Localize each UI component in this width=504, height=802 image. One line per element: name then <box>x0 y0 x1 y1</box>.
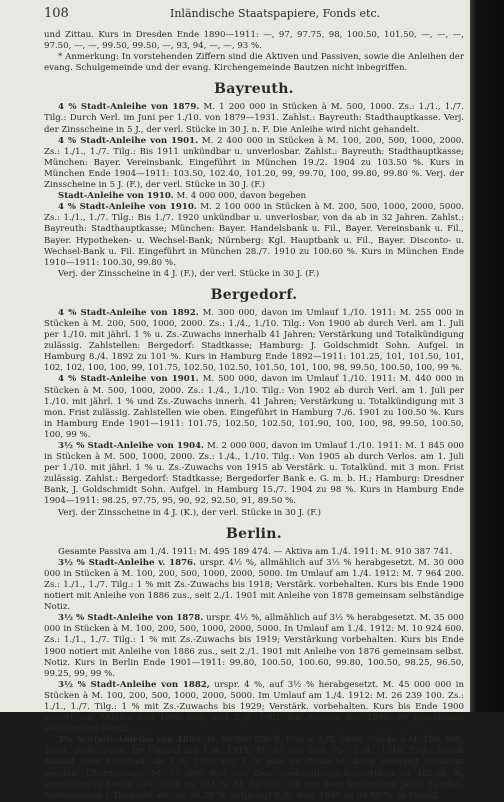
entry-paragraph <box>44 374 464 441</box>
entry-paragraph <box>44 735 464 802</box>
page-content <box>44 30 464 802</box>
entry-text: urspr. 4½ %, allmählich auf 3½ % herabgesetzt. M. 30 000 000 in Stücken à M. 100, 200, 500, 1000, 2000, 5000. Im Umlauf am 1./4. 1912: M. 7 964 200. Zs.: 1./1., 1./7. Tilg.: 1 % mit Zs.-Zuwachs bis 1918; Verstärk. vorbehalten. Kurs bis Ende 1900 notiert mit Anleihe von 1886 zus., seit 2./1. 1901 mit Anleihe von 1878 gemeinsam selbständige Notiz. <box>44 557 464 613</box>
entry-paragraph <box>44 202 464 269</box>
section-title-bergedorf: Bergedorf. <box>210 286 298 303</box>
section-title-bayreuth: Bayreuth. <box>214 81 294 98</box>
entry-lead: 4 % Stadt-Anleihe von 1892. <box>58 307 199 318</box>
entry-text: M. 4 000 000, davon begeben <box>176 191 307 202</box>
entry-lead: 3½ % Stadt-Anleihe von 1878. <box>58 613 204 624</box>
intro-note: * Anmerkung: In vorstehenden Ziffern sind die Aktiven und Passiven, sowie die Anleihen der evang. Schulgemeinde und der evang. Kirchengemeinde Bautzen nicht inbegriffen. <box>44 52 464 74</box>
entry-text: M. 1 200 000 in Stücken à M. 500, 1000. Zs.: 1./1., 1./7. Tilg.: Durch Verl. im Juni per 1./10. von 1879—1931. Zahlst.: Bayreuth: Stadthauptkasse. Verj. der Zinsscheine in 5 J., der verl. Stücke in 30 J. n. F. Die Anleihe wird nicht gehandelt. <box>44 102 465 135</box>
entry-lead: 3½ % Stadt-Anleihe von 1882, <box>58 679 210 690</box>
entry-text: Gesamte Passiva am 1./4. 1911: M. 495 189 474. — Aktiva am 1./4. 1911: M. 910 387 741. <box>58 546 453 557</box>
entry-paragraph <box>44 102 464 135</box>
page-header <box>44 6 464 22</box>
entry-paragraph <box>44 680 464 735</box>
intro-line: und Zittau. Kurs in Dresden Ende 1890—1911: —, 97, 97.75, 98, 100.50, 101.50, —, —, —, 97.50, —, —, 99.50, 99.50, —, 93, 94, —, —, 93 %. <box>44 30 464 52</box>
entry-paragraph <box>44 547 464 558</box>
entry-paragraph <box>44 191 464 202</box>
book-gutter <box>470 0 504 712</box>
entry-lead: 3½ % Stadt-Anleihe v. 1876. <box>58 557 197 568</box>
entry-text: urspr. 4½ %, allmählich auf 3½ % herabgesetzt. M. 35 000 000 in Stücken à M. 100, 200, 500, 1000, 2000, 5000. In Umlauf am 1./4. 1912: M. 10 924 600. Zs.: 1./1., 1./7. Tilg.: 1 % mit Zs.-Zuwachs bis 1919; Verstärkung vorbehalten. Kurs bis Ende 1900 notiert mit Anleihe von 1886 zus., seit 2./1. 1901 mit Anleihe von 1876 gemeinsam selbst. Notiz. Kurs in Berlin Ende 1901—1911: 99.80, 100.50, 100.60, 99.80, 100.50, 98.25, 96.50, 99.25, 99, 99 %. <box>44 613 464 679</box>
entry-text: M. 500 000, davon im Umlauf 1./10. 1911: M. 440 000 in Stücken à M. 500, 1000, 2000. Zs.: 1./4., 1./10. Tilg.: Von 1902 ab durch Verl. am 1. Juli per 1./10. mit jährl. 1 % und Zs.-Zuwachs innerh. 41 Jahren; Verstärkung u. Totalkündigung mit 3 mon. Frist zulässig. Zahlstellen wie oben. Eingeführt in Hamburg 7./6. 1901 zu 100.50 %. Kurs in Hamburg Ende 1901—1911: 101.75, 102.50, 102.50, 101.90, 100, 100, 98, 99.50, 100.50, 100, 99 %. <box>44 374 464 440</box>
entry-lead: 4 % Stadt-Anleihe von 1901. <box>58 374 199 385</box>
entry-lead: 3½ % Stadt-Anleihe von 1904. <box>58 441 204 451</box>
page-number: 108 <box>44 6 69 21</box>
entry-paragraph <box>44 558 464 613</box>
entry-text: urspr. 4 %, auf 3½ % herabgesetzt. M. 45 000 000 in Stücken à M. 100, 200, 500, 1000, 2000, 5000. Im Umlauf am 1./4. 1912: M. 26 239 100. Zs.: 1./1., 1./7. Tilg.: 1 % mit Zs.-Zuwachs bis 1929; Verstärk. vorbehalten. Kurs bis Ende 1900 notiert mit Anleihe von 1886 zus., seit 2./1. 1901 mit Anleihe von 1886—98 gemeinsam selbständige Notiz. <box>44 679 464 735</box>
entry-lead: 4 % Stadt-Anleihe von 1901. <box>58 135 199 146</box>
entry-lead: Stadt-Anleihe von 1910. <box>58 191 174 202</box>
entry-paragraph <box>44 269 464 280</box>
section-title-berlin: Berlin. <box>226 525 282 542</box>
entry-paragraph <box>44 308 464 375</box>
entry-text: M. 2 400 000 in Stücken à M. 100, 200, 500, 1000, 2000. Zs.: 1./1., 1./7. Tilg.: Bis 1911 unkündbar u. unverlosbar. Zahlst.: Bayreuth: Stadthauptkasse; München: Bayer. Vereinsbank. Eingeführt in München 19./2. 1904 zu 103.50 %. Kurs in München Ende 1904—1911: 103.50, 102.40, 101.20, 99, 99.70, 100, 99.80, 99.80 %. Verj. der Zinsscheine in 5 J. (F.), der verl. Stücke in 30 J. (F.) <box>44 135 464 191</box>
entry-text: M. 2 100 000 in Stücken à M. 200, 500, 1000, 2000, 5000. Zs.: 1./1., 1./7. Tilg.: Bis 1./7. 1920 unkündbar u. unverlosbar, von da ab in 32 Jahren. Zahlst.: Bayreuth: Stadthauptkasse; München: Bayer. Handelsbank u. Fil., Bayer. Vereinsbank u. Fil., Bayer. Hypotheken- u. Wechsel-Bank; Nürnberg: Kgl. Hauptbank u. Fil., Bayer. Disconto- u. Wechsel-Bank u. Fil. Eingeführt in München 28./7. 1910 zu 100.60 %. Kurs in München Ende 1910—1911: 100.30, 99.80 %. <box>44 202 464 268</box>
entry-paragraph <box>44 613 464 680</box>
entry-paragraph <box>44 136 464 191</box>
entry-text: M. 50 000 000 lt. Priv. v. 5./5. 1886. Stücke à M. 100, 500, 1000, 2000, 5000. Im Umlauf am 1./4. 1912: M. 32 638 000. Zs.: 1./4., 1./10. Tilg.: Durch Ankauf oder Pari-Ausl. ab 1./4. 1890 mit 1 % plus Zs.-Zuwachs; kann jederzeit verstärkt werden. Übernommen M. 15 000 000 von dem Seehandlungs-Konsortium zu 102.60 %, eingeführt in Berlin 1./9. 1886 zu 103 %; M. 10 000 000 von dem Konsortium Jacob Landau, Nationalbank f. Deutschl. etc. zu 98.30 %, aufgelegt 8./9. Aug. 1887 zu 98.80 %, in Frankf. <box>44 735 465 801</box>
entry-paragraph <box>44 508 464 519</box>
entry-text: M. 2 000 000, davon im Umlauf 1./10. 1911: M. 1 845 000 in Stücken à M. 500, 1000, 2000. Zs.: 1./4., 1./10. Tilg.: Von 1905 ab durch Verlos. am 1. Juli per 1./10. mit jährl. 1 % u. Zs.-Zuwachs von 1915 ab Verstärk. u. Totalkünd. mit 3 mon. Frist zulässig. Zahlst.: Bergedorf: Stadtkasse; Bergedorfer Bank e. G. m. b. H.; Hamburg: Dresdner Bank, J. Goldschmidt Sohn. Aufgel. in Hamburg 15./7. 1904 zu 98 %. Kurs in Hamburg Ende 1904—1911: 98.25, 97.75, 95, 90, 92, 92.50, 91, 89.50 %. <box>44 441 464 507</box>
entry-text: Verj. der Zinsscheine in 4 J. (K.), der verl. Stücke in 30 J. (F.) <box>58 507 321 518</box>
entry-paragraph <box>44 441 464 508</box>
entry-text: M. 300 000, davon im Umlauf 1./10. 1911: M. 255 000 in Stücken à M. 200, 500, 1000, 2000. Zs.: 1./4., 1./10. Tilg.: Von 1900 ab durch Verl. am 1. Juli per 1./10. mit jährl. 1 % u. Zs.-Zuwachs innerhalb 41 Jahren; Verstärkung und Totalkündigung zulässig. Zahlstellen: Bergedorf: Stadtkasse; Hamburg: J. Goldschmidt Sohn. Aufgel. in Hamburg 8./4. 1892 zu 101 %. Kurs in Hamburg Ende 1892—1911: 101.25, 101, 101.50, 101, 102, 102, 100, 100, 99, 101.75, 102.50, 102.50, 101.50, 101, 100, 98, 99.50, 100.50, 100, 99 %. <box>44 307 464 374</box>
entry-text: Verj. der Zinsscheine in 4 J. (F.), der verl. Stücke in 30 J. (F.) <box>58 268 320 279</box>
entry-lead: 4 % Stadt-Anleihe von 1879. <box>58 102 200 113</box>
entry-lead: 3½ % Stadt-Anleihe von 1886. <box>58 735 204 746</box>
entry-lead: 4 % Stadt-Anleihe von 1910. <box>58 202 197 213</box>
running-title: Inländische Staatspapiere, Fonds etc. <box>170 7 381 20</box>
